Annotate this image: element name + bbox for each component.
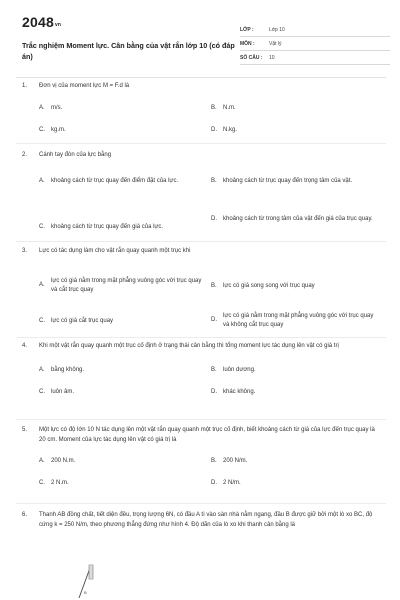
option-c[interactable]	[39, 223, 204, 233]
option-c[interactable]	[39, 126, 204, 136]
option-letter: C.	[39, 223, 45, 230]
option-b[interactable]	[211, 104, 376, 114]
option-d[interactable]	[211, 479, 376, 489]
option-letter: A.	[39, 104, 45, 111]
option-letter: D.	[211, 317, 217, 324]
logo-suffix: vn	[54, 22, 62, 28]
option-letter: C.	[39, 388, 45, 395]
option-d[interactable]	[211, 312, 376, 331]
option-text: bằng không.	[51, 366, 85, 373]
option-text: luôn âm.	[51, 388, 75, 395]
option-letter: D.	[211, 126, 217, 133]
option-letter: B.	[211, 458, 217, 464]
meta-class-label: LỚP :	[240, 26, 254, 33]
option-letter: B.	[211, 366, 217, 373]
question-text: Đơn vị của moment lực M = F.d là	[39, 83, 130, 89]
option-letter: D.	[211, 480, 217, 486]
site-logo[interactable]	[22, 14, 61, 30]
quiz-meta	[240, 23, 390, 65]
question-text: Một lực có độ lớn 10 N tác dụng lên một vật rắn quay quanh một trục cố định, biết khoảng cách từ giá của lực đến trục quay là 20 cm. Moment của lực tác dụng lên vật có giá trị là	[39, 427, 375, 443]
option-letter: A.	[39, 366, 45, 373]
question-5	[22, 426, 382, 501]
option-text: khoảng cách từ trục quay đến giá của lực.	[51, 223, 164, 230]
question-divider	[16, 337, 386, 338]
question-divider	[16, 503, 386, 504]
question-number: 1.	[22, 83, 28, 89]
question-2	[22, 151, 382, 241]
option-text: 2 N/m.	[223, 480, 241, 486]
question-text: Lực có tác dụng làm cho vật rắn quay quanh một trục khi	[39, 248, 191, 254]
question-divider	[16, 419, 386, 420]
meta-subject-label: MÔN :	[240, 40, 255, 47]
option-text: khác không.	[223, 388, 256, 395]
option-letter: B.	[211, 104, 217, 111]
option-c[interactable]	[39, 388, 204, 398]
question-6	[22, 511, 382, 530]
meta-count-row	[240, 51, 390, 65]
question-3	[22, 247, 382, 337]
meta-subject-value: Vật lý	[269, 40, 282, 47]
meta-count-label: SỐ CÂU :	[240, 54, 263, 61]
question-text: Khi một vật rắn quay quanh một trục cố định ở trạng thái cân bằng thì tổng moment lực tác dụng lên vật có giá trị	[39, 343, 339, 349]
question-divider	[16, 241, 386, 242]
option-a[interactable]	[39, 457, 204, 467]
page-header	[14, 10, 386, 74]
option-a[interactable]	[39, 104, 204, 114]
option-letter: C.	[39, 317, 45, 324]
option-c[interactable]	[39, 479, 204, 489]
meta-class-row	[240, 23, 390, 37]
meta-subject-row	[240, 37, 390, 51]
option-text: 200 N.m.	[51, 458, 76, 464]
option-d[interactable]	[211, 126, 376, 136]
option-text: N.m.	[223, 104, 236, 111]
option-letter: A.	[39, 282, 45, 289]
option-text: lực có giá song song với trục quay	[223, 282, 315, 289]
option-letter: D.	[211, 215, 217, 222]
option-letter: C.	[39, 126, 45, 133]
spring-rod-figure	[75, 560, 105, 600]
option-a[interactable]	[39, 366, 204, 376]
option-a[interactable]	[39, 177, 204, 187]
option-text: m/s.	[51, 104, 63, 111]
question-number: 2.	[22, 152, 28, 158]
question-number: 4.	[22, 343, 28, 349]
option-text: khoảng cách từ trục quay đến điểm đặt của lực.	[51, 177, 179, 184]
option-text: khoảng cách từ trục quay đến trọng tâm của vật.	[223, 177, 353, 184]
option-b[interactable]	[211, 177, 376, 187]
option-c[interactable]	[39, 317, 204, 327]
logo-text: 2048	[22, 14, 54, 30]
question-1	[22, 82, 382, 136]
option-letter: C.	[39, 480, 45, 486]
option-text: khoảng cách từ trong tâm của vật đến giá của trục quay.	[223, 215, 373, 222]
option-d[interactable]	[211, 388, 376, 398]
option-letter: D.	[211, 388, 217, 395]
page-title: Trắc nghiệm Moment lực. Cân bằng của vật rắn lớp 10 (có đáp án)	[22, 41, 235, 61]
option-d[interactable]	[211, 215, 376, 225]
question-text: Thanh AB đồng chất, tiết diện đều, trọng lượng 6N, có đầu A tì vào sàn nhà nằm ngang, đầu B được giữ bởi một lò xo BC, độ cứng k = 250 N/m, theo phương thẳng đứng như hình 4. Độ dãn của lò xo khi thanh cân bằng là	[39, 512, 373, 528]
option-letter: B.	[211, 282, 217, 289]
question-divider	[16, 143, 386, 144]
question-text: Cánh tay đòn của lực bằng	[39, 152, 112, 158]
option-letter: A.	[39, 177, 45, 184]
point-b-label: B	[84, 590, 87, 595]
option-b[interactable]	[211, 366, 376, 376]
option-text: N.kg.	[223, 126, 238, 133]
meta-count-value: 10	[269, 54, 275, 61]
question-number: 3.	[22, 248, 28, 254]
option-b[interactable]	[211, 282, 376, 292]
question-number: 6.	[22, 512, 28, 518]
option-text: luôn dương.	[223, 366, 256, 373]
option-text: kg.m.	[51, 126, 66, 133]
meta-class-value: Lớp 10	[269, 26, 285, 33]
option-text: 2 N.m.	[51, 480, 69, 486]
header-divider	[16, 77, 386, 78]
option-text: lực có giá nằm trong mặt phẳng vuông góc với trục quay và cắt trục quay	[51, 277, 202, 293]
option-a[interactable]	[39, 277, 204, 296]
option-text: lực có giá nằm trong mặt phẳng vuông góc với trục quay và không cắt trục quay	[223, 312, 374, 328]
question-4	[22, 342, 382, 412]
option-text: 200 N/m.	[223, 458, 248, 464]
option-letter: A.	[39, 458, 45, 464]
option-b[interactable]	[211, 457, 376, 467]
option-text: lực có giá cắt trục quay	[51, 317, 114, 324]
question-number: 5.	[22, 427, 28, 433]
option-letter: B.	[211, 177, 217, 184]
